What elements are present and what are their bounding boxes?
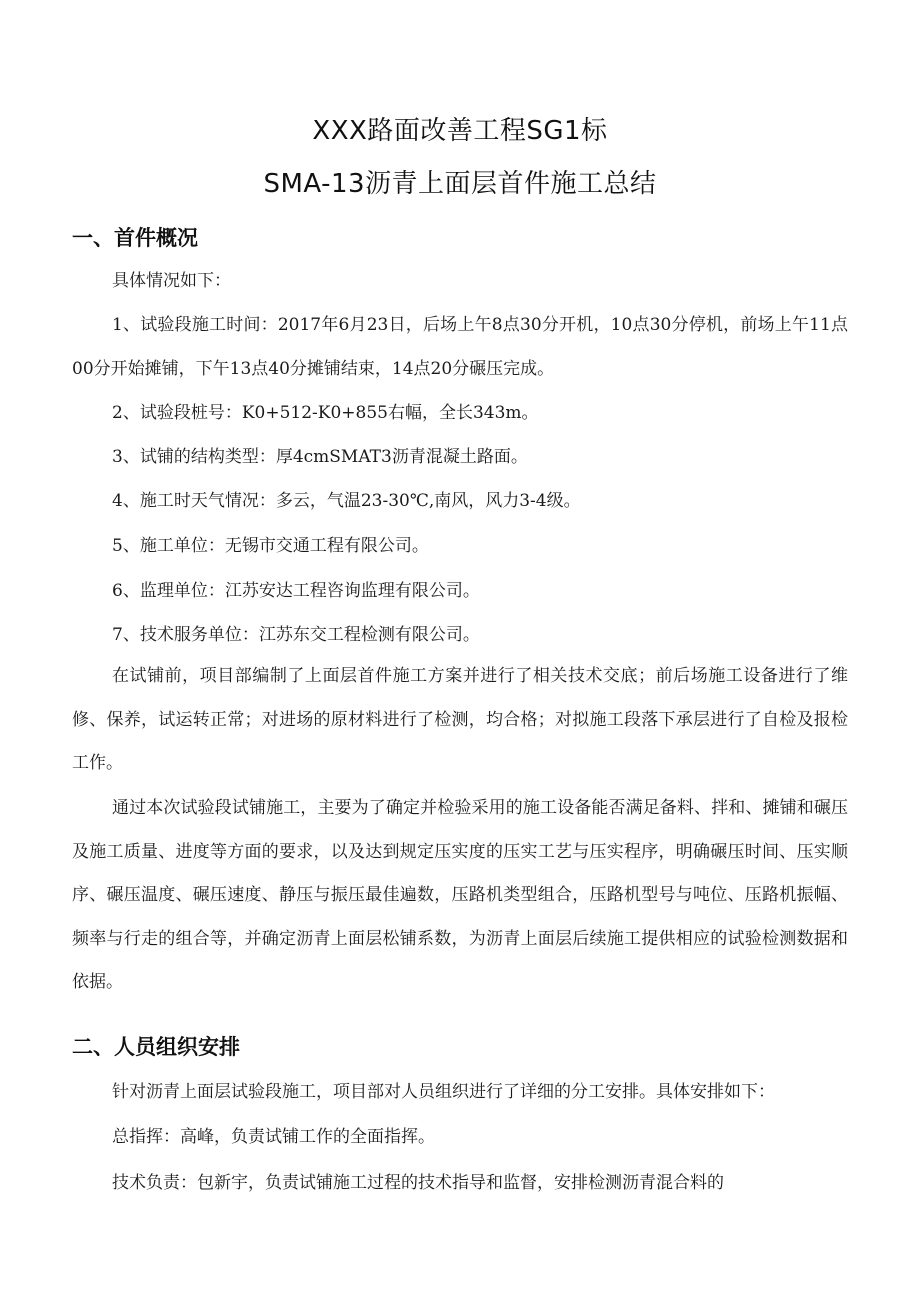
list-item-5: 5、施工单位：无锡市交通工程有限公司。 bbox=[112, 536, 429, 556]
list-item-6: 6、监理单位：江苏安达工程咨询监理有限公司。 bbox=[112, 581, 480, 601]
section1-heading: 一、首件概况 bbox=[72, 226, 198, 250]
section2-heading: 二、人员组织安排 bbox=[72, 1035, 240, 1059]
document-title-line2: SMA-13沥青上面层首件施工总结 bbox=[263, 169, 657, 199]
section1-intro: 具体情况如下： bbox=[112, 271, 231, 291]
staff-technical-lead: 技术负责：包新宇，负责试铺施工过程的技术指导和监督，安排检测沥青混合料的 bbox=[112, 1173, 724, 1193]
list-item-7: 7、技术服务单位：江苏东交工程检测有限公司。 bbox=[112, 625, 480, 645]
staff-commander: 总指挥：高峰，负责试铺工作的全面指挥。 bbox=[112, 1127, 435, 1147]
document-title-line1: XXX路面改善工程SG1标 bbox=[312, 116, 608, 146]
paragraph-preparation: 在试铺前，项目部编制了上面层首件施工方案并进行了相关技术交底；前后场施工设备进行了维修、保养，试运转正常；对进场的原材料进行了检测，均合格；对拟施工段落下承层进行了自检及报检工作。 bbox=[72, 666, 848, 773]
paragraph-purpose: 通过本次试验段试铺施工，主要为了确定并检验采用的施工设备能否满足备料、拌和、摊铺和碾压及施工质量、进度等方面的要求，以及达到规定压实度的压实工艺与压实程序，明确碾压时间、压实顺序、碾压温度、碾压速度、静压与振压最佳遍数，压路机类型组合，压路机型号与吨位、压路机振幅、频率与行走的组合等，并确定沥青上面层松铺系数，为沥青上面层后续施工提供相应的试验检测数据和依据。 bbox=[72, 798, 848, 992]
list-item-4: 4、施工时天气情况：多云，气温23-30℃,南风，风力3-4级。 bbox=[112, 491, 581, 511]
list-item-1: 1、试验段施工时间：2017年6月23日，后场上午8点30分开机，10点30分停机，前场上午11点00分开始摊铺，下午13点40分摊铺结束，14点20分碾压完成。 bbox=[72, 315, 848, 379]
section2-intro: 针对沥青上面层试验段施工，项目部对人员组织进行了详细的分工安排。具体安排如下： bbox=[112, 1082, 775, 1102]
list-item-3: 3、试铺的结构类型：厚4cmSMAT3沥青混凝土路面。 bbox=[112, 447, 528, 467]
list-item-2: 2、试验段桩号：K0+512-K0+855右幅，全长343m。 bbox=[112, 403, 539, 423]
